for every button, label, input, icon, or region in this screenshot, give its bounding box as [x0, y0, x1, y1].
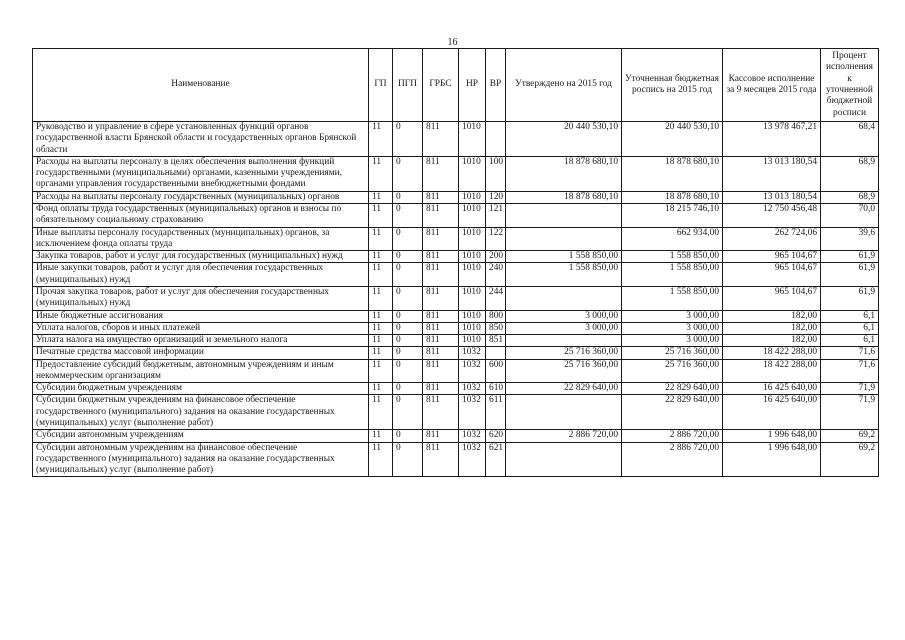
cell-percent: 68,9 — [821, 191, 879, 203]
cell-approved — [506, 227, 622, 251]
cell-ppgp: 0 — [393, 383, 423, 395]
cell-cash: 262 724,06 — [723, 227, 821, 251]
cell-np: 1010 — [459, 203, 486, 227]
cell-ppgp: 0 — [393, 263, 423, 287]
table-row — [33, 122, 879, 157]
cell-gp: 11 — [369, 347, 393, 359]
cell-gp: 11 — [369, 191, 393, 203]
table-row — [33, 203, 879, 227]
cell-ppgp: 0 — [393, 286, 423, 310]
header-ppgp: ПГП — [393, 49, 423, 122]
cell-refined: 1 558 850,00 — [622, 263, 723, 287]
cell-name: Субсидии автономным учреждениям — [33, 430, 369, 442]
cell-approved: 1 558 850,00 — [506, 251, 622, 263]
cell-ppgp: 0 — [393, 203, 423, 227]
cell-grbs: 811 — [423, 156, 459, 191]
cell-np: 1010 — [459, 335, 486, 347]
cell-refined: 25 716 360,00 — [622, 359, 723, 383]
cell-vr: 244 — [486, 286, 506, 310]
cell-percent: 6,1 — [821, 310, 879, 322]
table-row — [33, 156, 879, 191]
cell-name: Прочая закупка товаров, работ и услуг для обеспечения государственных (муниципальных) нужд — [33, 286, 369, 310]
cell-cash: 12 750 456,48 — [723, 203, 821, 227]
cell-cash: 182,00 — [723, 335, 821, 347]
cell-refined: 22 829 640,00 — [622, 395, 723, 430]
cell-vr: 621 — [486, 442, 506, 477]
cell-gp: 11 — [369, 322, 393, 334]
cell-percent: 6,1 — [821, 335, 879, 347]
cell-gp: 11 — [369, 383, 393, 395]
cell-approved: 25 716 360,00 — [506, 359, 622, 383]
cell-approved: 22 829 640,00 — [506, 383, 622, 395]
cell-cash: 965 104,67 — [723, 263, 821, 287]
cell-cash: 182,00 — [723, 310, 821, 322]
table-row — [33, 322, 879, 334]
cell-np: 1010 — [459, 251, 486, 263]
cell-cash: 965 104,67 — [723, 286, 821, 310]
cell-percent: 71,6 — [821, 347, 879, 359]
cell-percent: 68,4 — [821, 122, 879, 157]
cell-name: Иные бюджетные ассигнования — [33, 310, 369, 322]
cell-grbs: 811 — [423, 191, 459, 203]
cell-grbs: 811 — [423, 251, 459, 263]
cell-approved — [506, 286, 622, 310]
cell-ppgp: 0 — [393, 156, 423, 191]
cell-np: 1010 — [459, 310, 486, 322]
cell-percent: 61,9 — [821, 251, 879, 263]
cell-np: 1032 — [459, 347, 486, 359]
cell-approved — [506, 395, 622, 430]
table-row — [33, 383, 879, 395]
cell-approved — [506, 442, 622, 477]
cell-name: Печатные средства массовой информации — [33, 347, 369, 359]
cell-approved: 3 000,00 — [506, 322, 622, 334]
cell-refined: 18 878 680,10 — [622, 156, 723, 191]
cell-name: Предоставление субсидий бюджетным, автономным учреждениям и иным некоммерческим организациям — [33, 359, 369, 383]
cell-gp: 11 — [369, 359, 393, 383]
cell-ppgp: 0 — [393, 122, 423, 157]
cell-approved: 18 878 680,10 — [506, 191, 622, 203]
cell-vr — [486, 122, 506, 157]
cell-grbs: 811 — [423, 395, 459, 430]
cell-grbs: 811 — [423, 359, 459, 383]
cell-approved: 20 440 530,10 — [506, 122, 622, 157]
cell-percent: 61,9 — [821, 286, 879, 310]
cell-refined: 3 000,00 — [622, 335, 723, 347]
cell-name: Субсидии бюджетным учреждениям на финансовое обеспечение государственного (муниципального) задания на оказание государственных (муниципальных) услуг (выполнение работ) — [33, 395, 369, 430]
cell-percent: 71,6 — [821, 359, 879, 383]
cell-percent: 71,9 — [821, 383, 879, 395]
cell-name: Руководство и управление в сфере установленных функций органов государственной власти Брянской области и государственных органов Брянской области — [33, 122, 369, 157]
cell-np: 1032 — [459, 383, 486, 395]
table-row — [33, 263, 879, 287]
cell-name: Закупка товаров, работ и услуг для государственных (муниципальных) нужд — [33, 251, 369, 263]
cell-gp: 11 — [369, 227, 393, 251]
cell-name: Иные закупки товаров, работ и услуг для обеспечения государственных (муниципальных) нужд — [33, 263, 369, 287]
header-vr: ВР — [486, 49, 506, 122]
table-row — [33, 191, 879, 203]
header-np: НР — [459, 49, 486, 122]
cell-vr: 851 — [486, 335, 506, 347]
table-row — [33, 310, 879, 322]
header-refined: Уточненная бюджетная роспись на 2015 год — [622, 49, 723, 122]
cell-vr: 850 — [486, 322, 506, 334]
cell-approved: 25 716 360,00 — [506, 347, 622, 359]
cell-refined: 3 000,00 — [622, 322, 723, 334]
cell-gp: 11 — [369, 263, 393, 287]
cell-name: Уплата налогов, сборов и иных платежей — [33, 322, 369, 334]
cell-vr: 100 — [486, 156, 506, 191]
cell-approved — [506, 335, 622, 347]
table-row — [33, 335, 879, 347]
cell-np: 1010 — [459, 263, 486, 287]
cell-percent: 61,9 — [821, 263, 879, 287]
cell-grbs: 811 — [423, 286, 459, 310]
cell-gp: 11 — [369, 430, 393, 442]
cell-approved: 3 000,00 — [506, 310, 622, 322]
cell-ppgp: 0 — [393, 251, 423, 263]
cell-cash: 16 425 640,00 — [723, 383, 821, 395]
header-cash: Кассовое исполнение за 9 месяцев 2015 года — [723, 49, 821, 122]
cell-np: 1032 — [459, 395, 486, 430]
cell-grbs: 811 — [423, 442, 459, 477]
cell-name: Субсидии автономным учреждениям на финансовое обеспечение государственного (муниципального) задания на оказание государственных (муниципальных) услуг (выполнение работ) — [33, 442, 369, 477]
cell-cash: 13 013 180,54 — [723, 191, 821, 203]
cell-percent: 69,2 — [821, 442, 879, 477]
cell-ppgp: 0 — [393, 430, 423, 442]
table-body — [33, 122, 879, 477]
cell-refined: 1 558 850,00 — [622, 286, 723, 310]
cell-name: Расходы на выплаты персоналу государственных (муниципальных) органов — [33, 191, 369, 203]
cell-grbs: 811 — [423, 335, 459, 347]
cell-cash: 16 425 640,00 — [723, 395, 821, 430]
cell-cash: 18 422 288,00 — [723, 359, 821, 383]
cell-refined: 20 440 530,10 — [622, 122, 723, 157]
cell-grbs: 811 — [423, 347, 459, 359]
cell-vr: 611 — [486, 395, 506, 430]
cell-vr: 240 — [486, 263, 506, 287]
cell-cash: 1 996 648,00 — [723, 430, 821, 442]
cell-ppgp: 0 — [393, 395, 423, 430]
cell-vr — [486, 347, 506, 359]
cell-np: 1010 — [459, 191, 486, 203]
table-row — [33, 251, 879, 263]
cell-grbs: 811 — [423, 122, 459, 157]
cell-gp: 11 — [369, 251, 393, 263]
cell-np: 1010 — [459, 322, 486, 334]
cell-ppgp: 0 — [393, 347, 423, 359]
cell-ppgp: 0 — [393, 191, 423, 203]
cell-name: Фонд оплаты труда государственных (муниципальных) органов и взносы по обязательному социальному страхованию — [33, 203, 369, 227]
cell-gp: 11 — [369, 203, 393, 227]
cell-name: Субсидии бюджетным учреждениям — [33, 383, 369, 395]
table-row — [33, 430, 879, 442]
cell-grbs: 811 — [423, 310, 459, 322]
cell-np: 1032 — [459, 442, 486, 477]
cell-grbs: 811 — [423, 383, 459, 395]
cell-vr: 800 — [486, 310, 506, 322]
cell-vr: 620 — [486, 430, 506, 442]
cell-gp: 11 — [369, 310, 393, 322]
cell-refined: 25 716 360,00 — [622, 347, 723, 359]
cell-gp: 11 — [369, 156, 393, 191]
cell-np: 1032 — [459, 359, 486, 383]
table-row — [33, 442, 879, 477]
cell-name: Уплата налога на имущество организаций и земельного налога — [33, 335, 369, 347]
cell-grbs: 811 — [423, 430, 459, 442]
cell-cash: 18 422 288,00 — [723, 347, 821, 359]
cell-vr: 600 — [486, 359, 506, 383]
cell-np: 1010 — [459, 156, 486, 191]
cell-vr: 200 — [486, 251, 506, 263]
cell-percent: 70,0 — [821, 203, 879, 227]
cell-refined: 22 829 640,00 — [622, 383, 723, 395]
cell-ppgp: 0 — [393, 442, 423, 477]
cell-gp: 11 — [369, 286, 393, 310]
cell-ppgp: 0 — [393, 310, 423, 322]
cell-refined: 1 558 850,00 — [622, 251, 723, 263]
cell-cash: 1 996 648,00 — [723, 442, 821, 477]
cell-cash: 965 104,67 — [723, 251, 821, 263]
cell-grbs: 811 — [423, 227, 459, 251]
cell-refined: 18 878 680,10 — [622, 191, 723, 203]
cell-percent: 68,9 — [821, 156, 879, 191]
header-percent: Процент исполнения к уточненной бюджетной росписи — [821, 49, 879, 122]
cell-cash: 182,00 — [723, 322, 821, 334]
cell-ppgp: 0 — [393, 335, 423, 347]
cell-approved — [506, 203, 622, 227]
cell-np: 1032 — [459, 430, 486, 442]
cell-np: 1010 — [459, 122, 486, 157]
cell-gp: 11 — [369, 122, 393, 157]
cell-name: Расходы на выплаты персоналу в целях обеспечения выполнения функций государственными (муниципальными) органами, казенными учреждениями, органами управления государственными внебюджетными фондами — [33, 156, 369, 191]
cell-approved: 1 558 850,00 — [506, 263, 622, 287]
cell-percent: 6,1 — [821, 322, 879, 334]
cell-percent: 69,2 — [821, 430, 879, 442]
table-header — [33, 49, 879, 122]
cell-grbs: 811 — [423, 203, 459, 227]
cell-percent: 39,6 — [821, 227, 879, 251]
table-row — [33, 227, 879, 251]
cell-vr: 122 — [486, 227, 506, 251]
table-row — [33, 347, 879, 359]
cell-cash: 13 978 467,21 — [723, 122, 821, 157]
cell-grbs: 811 — [423, 322, 459, 334]
cell-vr: 121 — [486, 203, 506, 227]
cell-refined: 2 886 720,00 — [622, 442, 723, 477]
cell-percent: 71,9 — [821, 395, 879, 430]
table-row — [33, 359, 879, 383]
cell-np: 1010 — [459, 227, 486, 251]
header-gp: ГП — [369, 49, 393, 122]
cell-vr: 610 — [486, 383, 506, 395]
table-row — [33, 286, 879, 310]
cell-gp: 11 — [369, 395, 393, 430]
header-name: Наименование — [33, 49, 369, 122]
table-row — [33, 395, 879, 430]
cell-refined: 2 886 720,00 — [622, 430, 723, 442]
cell-np: 1010 — [459, 286, 486, 310]
cell-refined: 18 215 746,10 — [622, 203, 723, 227]
cell-cash: 13 013 180,54 — [723, 156, 821, 191]
header-grbs: ГРБС — [423, 49, 459, 122]
cell-name: Иные выплаты персоналу государственных (муниципальных) органов, за исключением фонда оплаты труда — [33, 227, 369, 251]
cell-gp: 11 — [369, 442, 393, 477]
cell-ppgp: 0 — [393, 227, 423, 251]
cell-gp: 11 — [369, 335, 393, 347]
cell-refined: 3 000,00 — [622, 310, 723, 322]
cell-approved: 18 878 680,10 — [506, 156, 622, 191]
cell-vr: 120 — [486, 191, 506, 203]
header-approved: Утверждено на 2015 год — [506, 49, 622, 122]
budget-table — [32, 48, 879, 477]
cell-refined: 662 934,00 — [622, 227, 723, 251]
cell-ppgp: 0 — [393, 359, 423, 383]
cell-ppgp: 0 — [393, 322, 423, 334]
page-number: 16 — [447, 37, 458, 48]
cell-approved: 2 886 720,00 — [506, 430, 622, 442]
cell-grbs: 811 — [423, 263, 459, 287]
